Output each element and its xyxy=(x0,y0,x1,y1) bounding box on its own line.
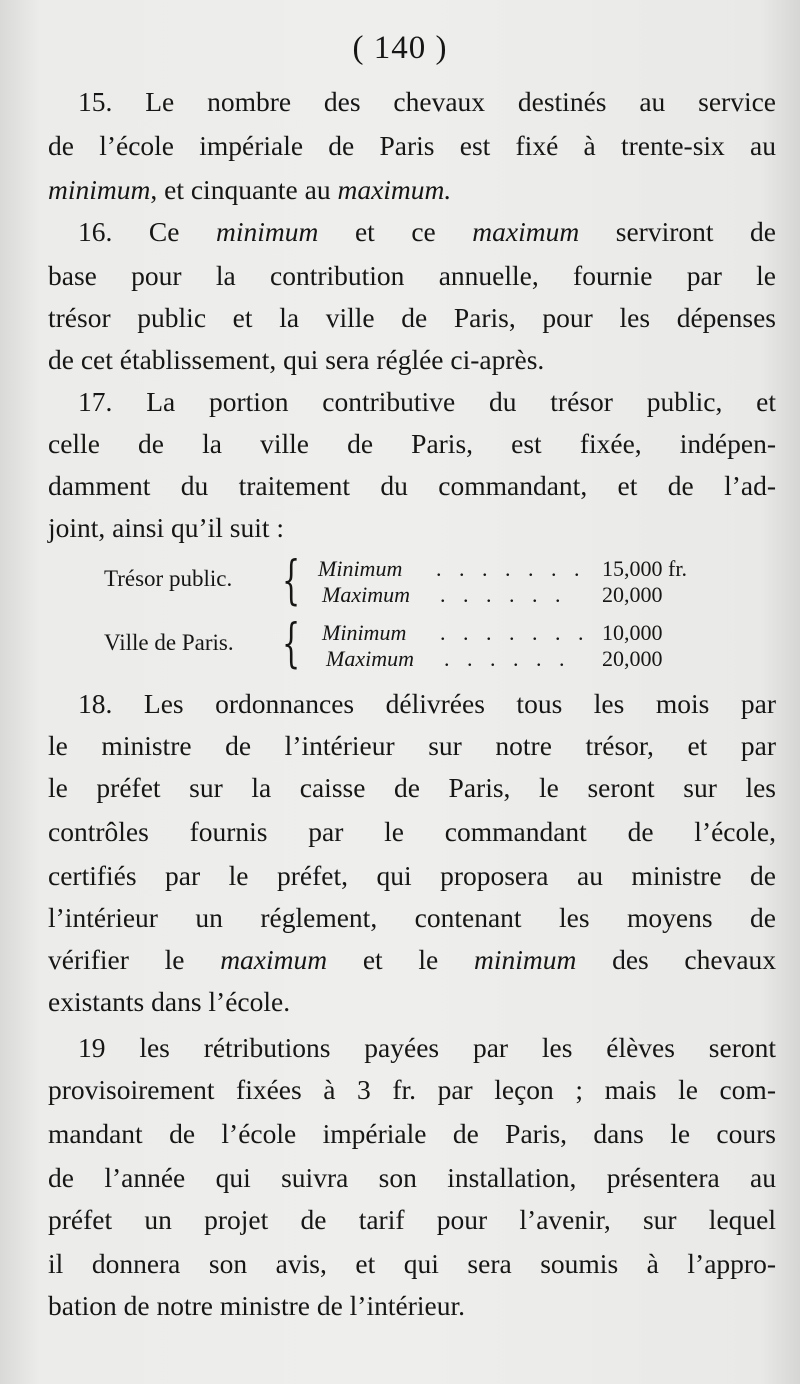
text-line: certifiés par le préfet, qui proposera au ministre de xyxy=(48,860,776,891)
page-number: ( 140 ) xyxy=(352,30,448,66)
text-line: il donnera son avis, et qui sera soumis à l’appro- xyxy=(48,1248,776,1279)
table-row xyxy=(322,620,722,646)
text-line: provisoirement fixées à 3 fr. par leçon ; mais le com- xyxy=(48,1074,776,1105)
text-line: l’intérieur un réglement, contenant les moyens de xyxy=(48,902,776,933)
text-fragment: 16. Ce xyxy=(78,216,180,247)
text-line: 17. La portion contributive du trésor public, et xyxy=(78,386,776,417)
text-line: préfet un projet de tarif pour l’avenir, sur lequel xyxy=(48,1204,776,1235)
text-line xyxy=(48,940,776,980)
text-line: trésor public et la ville de Paris, pour les dépenses xyxy=(48,302,776,333)
row-value: 20,000 xyxy=(602,646,663,671)
italic-term: minimum xyxy=(216,216,319,247)
row-dots: . . . . . . xyxy=(444,646,571,671)
text-line: de cet établissement, qui sera réglée ci-après. xyxy=(48,344,545,375)
italic-term: maximum. xyxy=(337,174,452,205)
row-value: 15,000 fr. xyxy=(602,556,687,581)
brace-icon: { xyxy=(282,614,301,674)
text-line: joint, ainsi qu’il suit : xyxy=(48,512,285,543)
table-row xyxy=(322,582,722,608)
text-line: bation de notre ministre de l’intérieur. xyxy=(48,1290,465,1321)
text-line: de l’année qui suivra son installation, présentera au xyxy=(48,1162,776,1193)
row-value: 20,000 xyxy=(602,582,663,607)
text-line xyxy=(48,170,776,210)
brace-icon: { xyxy=(282,551,301,611)
text-line: 18. Les ordonnances délivrées tous les mois par xyxy=(78,688,776,719)
text-line: existants dans l’école. xyxy=(48,986,291,1017)
text-fragment: , et cinquante au xyxy=(150,174,331,205)
row-dots: . . . . . . . xyxy=(436,556,586,581)
text-line xyxy=(78,212,776,252)
text-line: 19 les rétributions payées par les élèves seront xyxy=(78,1032,776,1063)
table-group-label: Ville de Paris. xyxy=(104,630,234,655)
row-value: 10,000 xyxy=(602,620,663,645)
row-dots: . . . . . . xyxy=(440,582,567,607)
italic-term: minimum xyxy=(473,944,577,975)
text-line: le préfet sur la caisse de Paris, le seront sur les xyxy=(48,772,776,803)
text-line: celle de la ville de Paris, est fixée, indépen- xyxy=(48,428,776,459)
row-key: Maximum xyxy=(326,646,414,671)
text-fragment: et ce xyxy=(354,216,436,247)
table-group-label: Trésor public. xyxy=(104,566,233,591)
text-line: de l’école impériale de Paris est fixé à trente-six au xyxy=(48,130,776,161)
text-line: 15. Le nombre des chevaux destinés au service xyxy=(78,86,776,117)
text-line: base pour la contribution annuelle, fournie par le xyxy=(48,260,776,291)
row-dots: . . . . . . . xyxy=(440,620,590,645)
text-line: contrôles fournis par le commandant de l’école, xyxy=(48,816,776,847)
text-line: damment du traitement du commandant, et de l’ad- xyxy=(48,470,776,501)
text-fragment: et le xyxy=(362,944,439,975)
text-line: mandant de l’école impériale de Paris, dans le cours xyxy=(48,1118,776,1149)
table-row xyxy=(318,556,718,582)
row-key: Minimum xyxy=(322,620,407,645)
row-key: Minimum xyxy=(318,556,403,581)
italic-term: maximum xyxy=(472,216,580,247)
text-line: le ministre de l’intérieur sur notre trésor, et par xyxy=(48,730,776,761)
text-fragment: serviront de xyxy=(615,216,777,247)
italic-term: maximum xyxy=(220,944,328,975)
row-key: Maximum xyxy=(322,582,410,607)
table-row xyxy=(326,646,726,672)
text-fragment: des chevaux xyxy=(612,944,777,975)
italic-term: minimum xyxy=(48,174,151,205)
text-fragment: vérifier le xyxy=(48,944,185,975)
